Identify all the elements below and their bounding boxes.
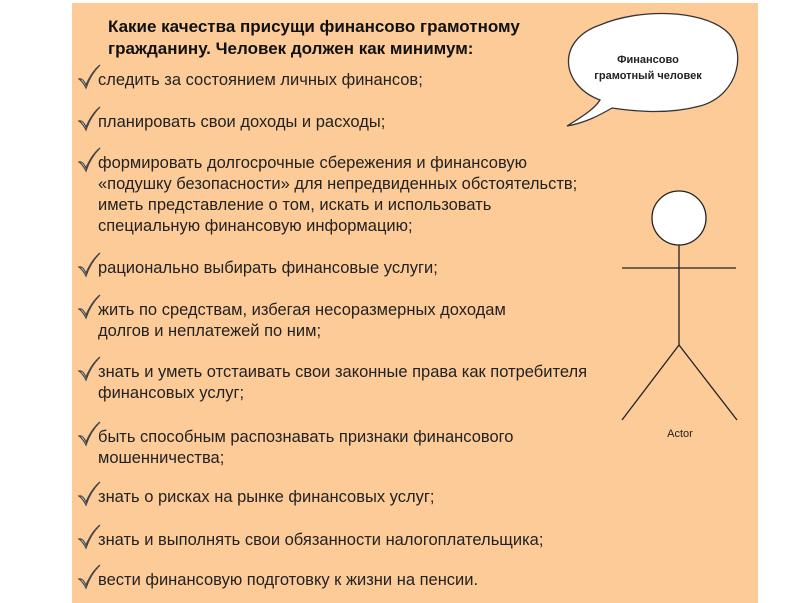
list-item-text: вести финансовую подготовку к жизни на пенсии.	[98, 571, 479, 589]
actor-head	[652, 191, 706, 245]
list-item-text: следить за состоянием личных финансов;	[98, 71, 423, 89]
actor-right-leg	[679, 345, 737, 420]
list-item-text: планировать свои доходы и расходы;	[98, 113, 386, 131]
list-item-text: жить по средствам, избегая несоразмерных доходам долгов и неплатежей по ним;	[98, 301, 506, 340]
list-item-text: знать и выполнять свои обязанности налогоплательщика;	[98, 531, 544, 549]
list-item-text: рационально выбирать финансовые услуги;	[98, 259, 438, 277]
heading: Какие качества присущи финансово грамотному гражданину. Человек должен как минимум:	[108, 17, 520, 58]
list-item-text: знать и уметь отстаивать свои законные права как потребителя финансовых услуг;	[98, 363, 588, 402]
list-item-text: быть способным распознавать признаки финансового мошенничества;	[98, 428, 514, 467]
list-item-text: формировать долгосрочные сбережения и финансовую «подушку безопасности» для непредвиденных обстоятельств; иметь представление о том, искать и использовать специальную финансовую информацию;	[98, 154, 578, 235]
list-item-text: знать о рисках на рынке финансовых услуг;	[98, 488, 435, 506]
actor-left-leg	[622, 345, 679, 420]
actor-label: Actor	[667, 428, 693, 440]
bubble-text: Финансово грамотный человек	[594, 54, 702, 82]
